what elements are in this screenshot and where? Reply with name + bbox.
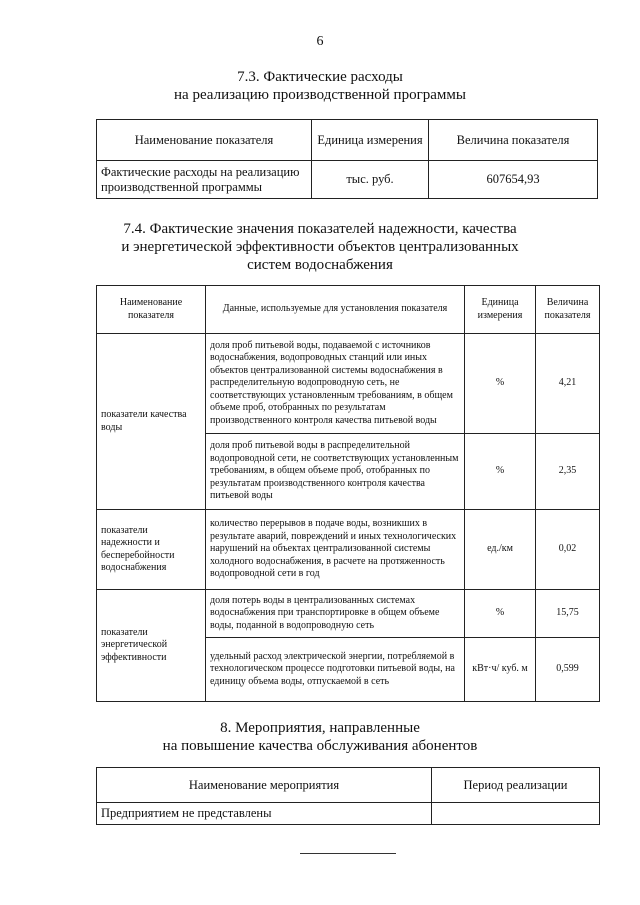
- row-value: 15,75: [536, 590, 600, 638]
- table-row: [97, 334, 600, 434]
- row-value: 2,35: [536, 434, 600, 510]
- row-name: Фактические расходы на реализацию производственной программы: [97, 161, 312, 199]
- row-data: удельный расход электрической энергии, потребляемой в технологическом процессе подготовки питьевой воды, на единицу объема воды, отпускаемой в сеть: [206, 638, 465, 702]
- row-data: доля потерь воды в централизованных системах водоснабжения при транспортировке в общем объеме воды, поданной в водопроводную сеть: [206, 590, 465, 638]
- row-value: 0,02: [536, 510, 600, 590]
- header-value: Величина показателя: [536, 286, 600, 334]
- table-7-4: [96, 285, 600, 702]
- row-value: 4,21: [536, 334, 600, 434]
- footer-divider: [300, 853, 396, 854]
- row-data: количество перерывов в подаче воды, возникших в результате аварий, повреждений и иных технологических нарушений на объектах централизованной системы холодного водоснабжения, в расчете на протяженность водопроводной сети в год: [206, 510, 465, 590]
- row-unit: %: [465, 434, 536, 510]
- section-7-4-title-line1: 7.4. Фактические значения показателей надежности, качества: [123, 221, 517, 237]
- row-value: 0,599: [536, 638, 600, 702]
- section-7-4-title-line2: и энергетической эффективности объектов централизованных: [121, 239, 519, 255]
- row-unit: %: [465, 590, 536, 638]
- section-8-title: [0, 719, 640, 755]
- header-unit: Единица измерения: [312, 120, 429, 161]
- header-unit: Единица измерения: [465, 286, 536, 334]
- header-value: Величина показателя: [429, 120, 598, 161]
- section-7-4-title: [0, 220, 640, 274]
- section-8-title-line2: на повышение качества обслуживания абонентов: [162, 738, 478, 754]
- group-name-reliability: показатели надежности и бесперебойности водоснабжения: [97, 510, 206, 590]
- row-data: доля проб питьевой воды, подаваемой с источников водоснабжения, водопроводных станций или иных объектов централизованной системы водоснабжения в распределительную водопроводную сеть, не соответствующих установленным требованиям, в общем объеме проб, отобранных по результатам производственного контроля качества питьевой воды: [206, 334, 465, 434]
- table-row: [97, 510, 600, 590]
- section-7-3-title: [0, 68, 640, 104]
- row-unit: тыс. руб.: [312, 161, 429, 199]
- row-unit: %: [465, 334, 536, 434]
- table-row: [97, 803, 600, 825]
- section-7-4-title-line3: систем водоснабжения: [247, 257, 393, 273]
- header-name: Наименование показателя: [97, 286, 206, 334]
- row-period: [432, 803, 600, 825]
- group-name-energy: показатели энергетической эффективности: [97, 590, 206, 702]
- table-row: [97, 590, 600, 638]
- section-7-3-title-line1: 7.3. Фактические расходы: [237, 69, 403, 85]
- page-number: 6: [316, 34, 324, 49]
- row-unit: кВт·ч/ куб. м: [465, 638, 536, 702]
- header-period: Период реализации: [432, 768, 600, 803]
- row-name: Предприятием не представлены: [97, 803, 432, 825]
- header-name: Наименование показателя: [97, 120, 312, 161]
- table-8: [96, 767, 600, 825]
- header-name: Наименование мероприятия: [97, 768, 432, 803]
- row-unit: ед./км: [465, 510, 536, 590]
- row-value: 607654,93: [429, 161, 598, 199]
- group-name-quality: показатели качества воды: [97, 334, 206, 510]
- header-data: Данные, используемые для установления показателя: [206, 286, 465, 334]
- section-8-title-line1: 8. Мероприятия, направленные: [220, 720, 420, 736]
- row-data: доля проб питьевой воды в распределительной водопроводной сети, не соответствующих установленным требованиям, в общем объеме проб, отобранных по результатам производственного контроля качества питьевой воды: [206, 434, 465, 510]
- section-7-3-title-line2: на реализацию производственной программы: [174, 87, 466, 103]
- table-7-3: [96, 119, 598, 199]
- table-row: [97, 161, 598, 199]
